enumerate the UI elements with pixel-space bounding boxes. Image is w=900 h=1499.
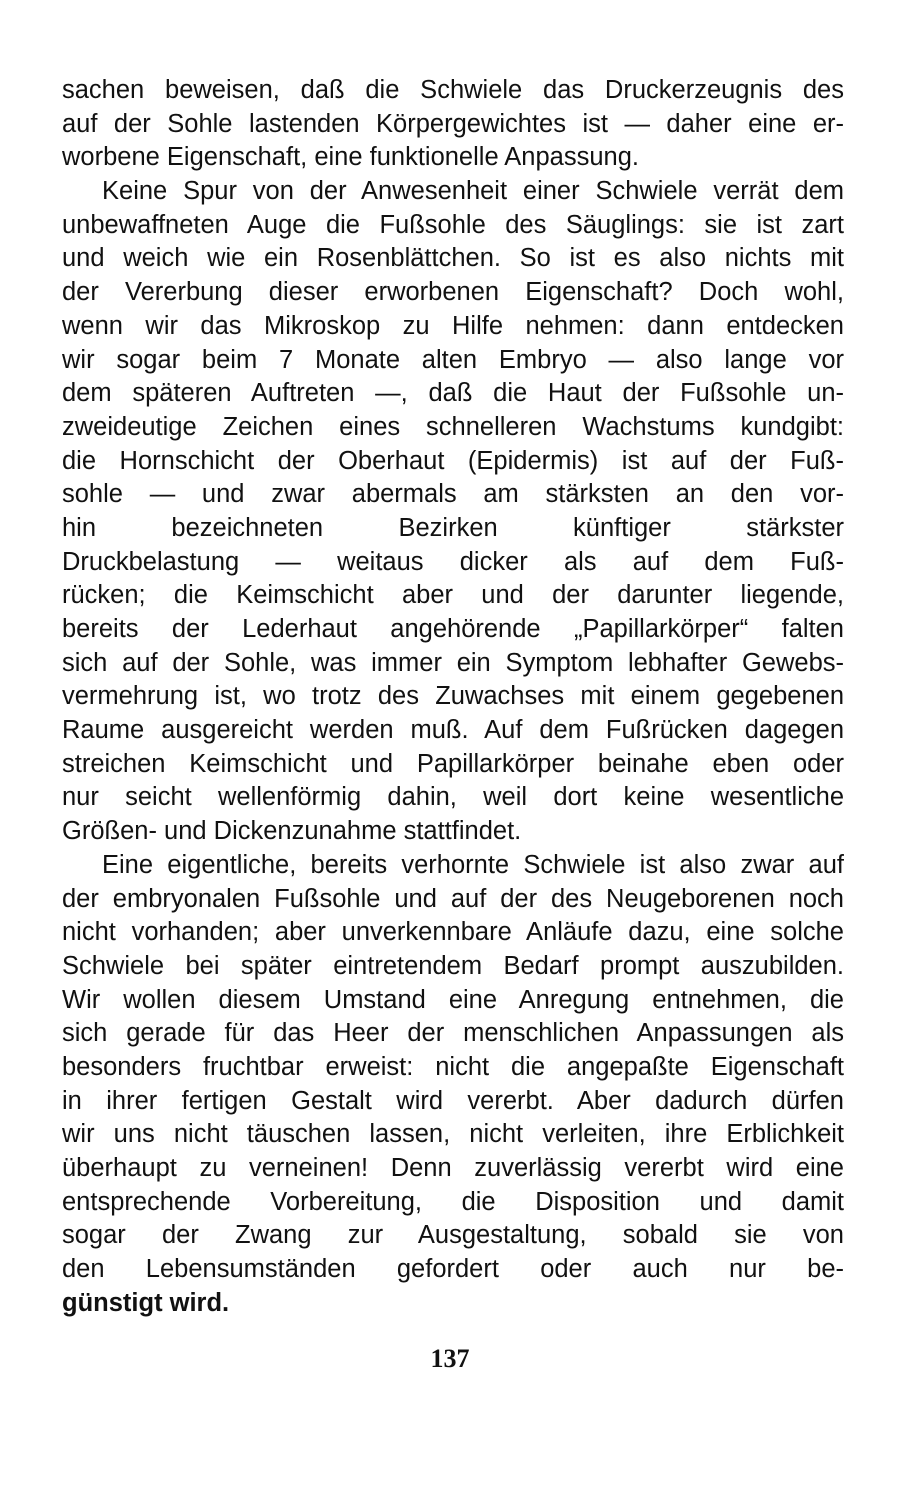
text-line-26: nicht vorhanden; aber unverkennbare Anläufe dazu, eine solche (62, 918, 844, 947)
text-line-3: worbene Eigenschaft, eine funktionelle Anpassung. (62, 143, 639, 172)
text-line-21: streichen Keimschicht und Papillarkörper beinahe eben oder (62, 749, 844, 778)
text-line-2: auf der Sohle lastenden Körpergewichtes ist — daher eine er- (62, 109, 844, 138)
text-line-34: entsprechende Vorbereitung, die Disposition und damit (62, 1187, 844, 1216)
text-line-5: unbewaffneten Auge die Fußsohle des Säuglings: sie ist zart (62, 210, 844, 239)
text-line-35: sogar der Zwang zur Ausgestaltung, sobald sie von (62, 1221, 844, 1250)
text-line-13: sohle — und zwar abermals am stärksten an den vor- (62, 480, 844, 509)
text-line-36: den Lebensumständen gefordert oder auch nur be- (62, 1255, 844, 1284)
book-page-body (62, 74, 844, 1320)
text-line-17: bereits der Lederhaut angehörende „Papillarkörper“ falten (62, 615, 844, 643)
text-line-19: vermehrung ist, wo trotz des Zuwachses mit einem gegebenen (62, 682, 844, 711)
text-line-1: sachen beweisen, daß die Schwiele das Druckerzeugnis des (62, 76, 844, 104)
text-line-15: Druckbelastung — weitaus dicker als auf dem Fuß- (62, 547, 844, 576)
text-line-10: dem späteren Auftreten —, daß die Haut der Fußsohle un- (62, 379, 844, 408)
text-line-29: sich gerade für das Heer der menschlichen Anpassungen als (62, 1019, 844, 1048)
text-line-12: die Hornschicht der Oberhaut (Epidermis) ist auf der Fuß- (62, 446, 844, 475)
text-line-30: besonders fruchtbar erweist: nicht die angepaßte Eigenschaft (62, 1052, 844, 1081)
text-line-25: der embryonalen Fußsohle und auf der des Neugeborenen noch (62, 884, 844, 913)
text-line-24: Eine eigentliche, bereits verhornte Schwiele ist also zwar auf (102, 850, 844, 879)
text-line-28: Wir wollen diesem Umstand eine Anregung entnehmen, die (62, 985, 844, 1014)
text-line-37: günstigt wird. (62, 1288, 230, 1317)
text-line-32: wir uns nicht täuschen lassen, nicht verleiten, ihre Erblichkeit (62, 1120, 844, 1149)
text-line-27: Schwiele bei später eintretendem Bedarf prompt auszubilden. (62, 951, 844, 980)
text-line-4: Keine Spur von der Anwesenheit einer Schwiele verrät dem (102, 177, 844, 206)
text-line-9: wir sogar beim 7 Monate alten Embryo — also lange vor (62, 345, 844, 374)
text-line-7: der Vererbung dieser erworbenen Eigenschaft? Doch wohl, (62, 278, 844, 307)
text-line-6: und weich wie ein Rosenblättchen. So ist es also nichts mit (62, 244, 844, 273)
text-line-16: rücken; die Keimschicht aber und der darunter liegende, (62, 581, 844, 610)
text-line-23: Größen- und Dickenzunahme stattfindet. (62, 817, 522, 846)
page-number: 137 (430, 1344, 470, 1373)
text-line-20: Raume ausgereicht werden muß. Auf dem Fußrücken dagegen (62, 716, 844, 745)
text-line-18: sich auf der Sohle, was immer ein Symptom lebhafter Gewebs- (62, 648, 844, 677)
text-line-22: nur seicht wellenförmig dahin, weil dort keine wesentliche (62, 783, 844, 812)
text-line-33: überhaupt zu verneinen! Denn zuverlässig vererbt wird eine (62, 1154, 844, 1182)
text-line-11: zweideutige Zeichen eines schnelleren Wachstums kundgibt: (62, 412, 844, 441)
text-line-31: in ihrer fertigen Gestalt wird vererbt. Aber dadurch dürfen (62, 1086, 844, 1115)
text-line-8: wenn wir das Mikroskop zu Hilfe nehmen: dann entdecken (62, 311, 844, 340)
text-line-14: hin bezeichneten Bezirken künftiger stärkster (62, 513, 844, 542)
